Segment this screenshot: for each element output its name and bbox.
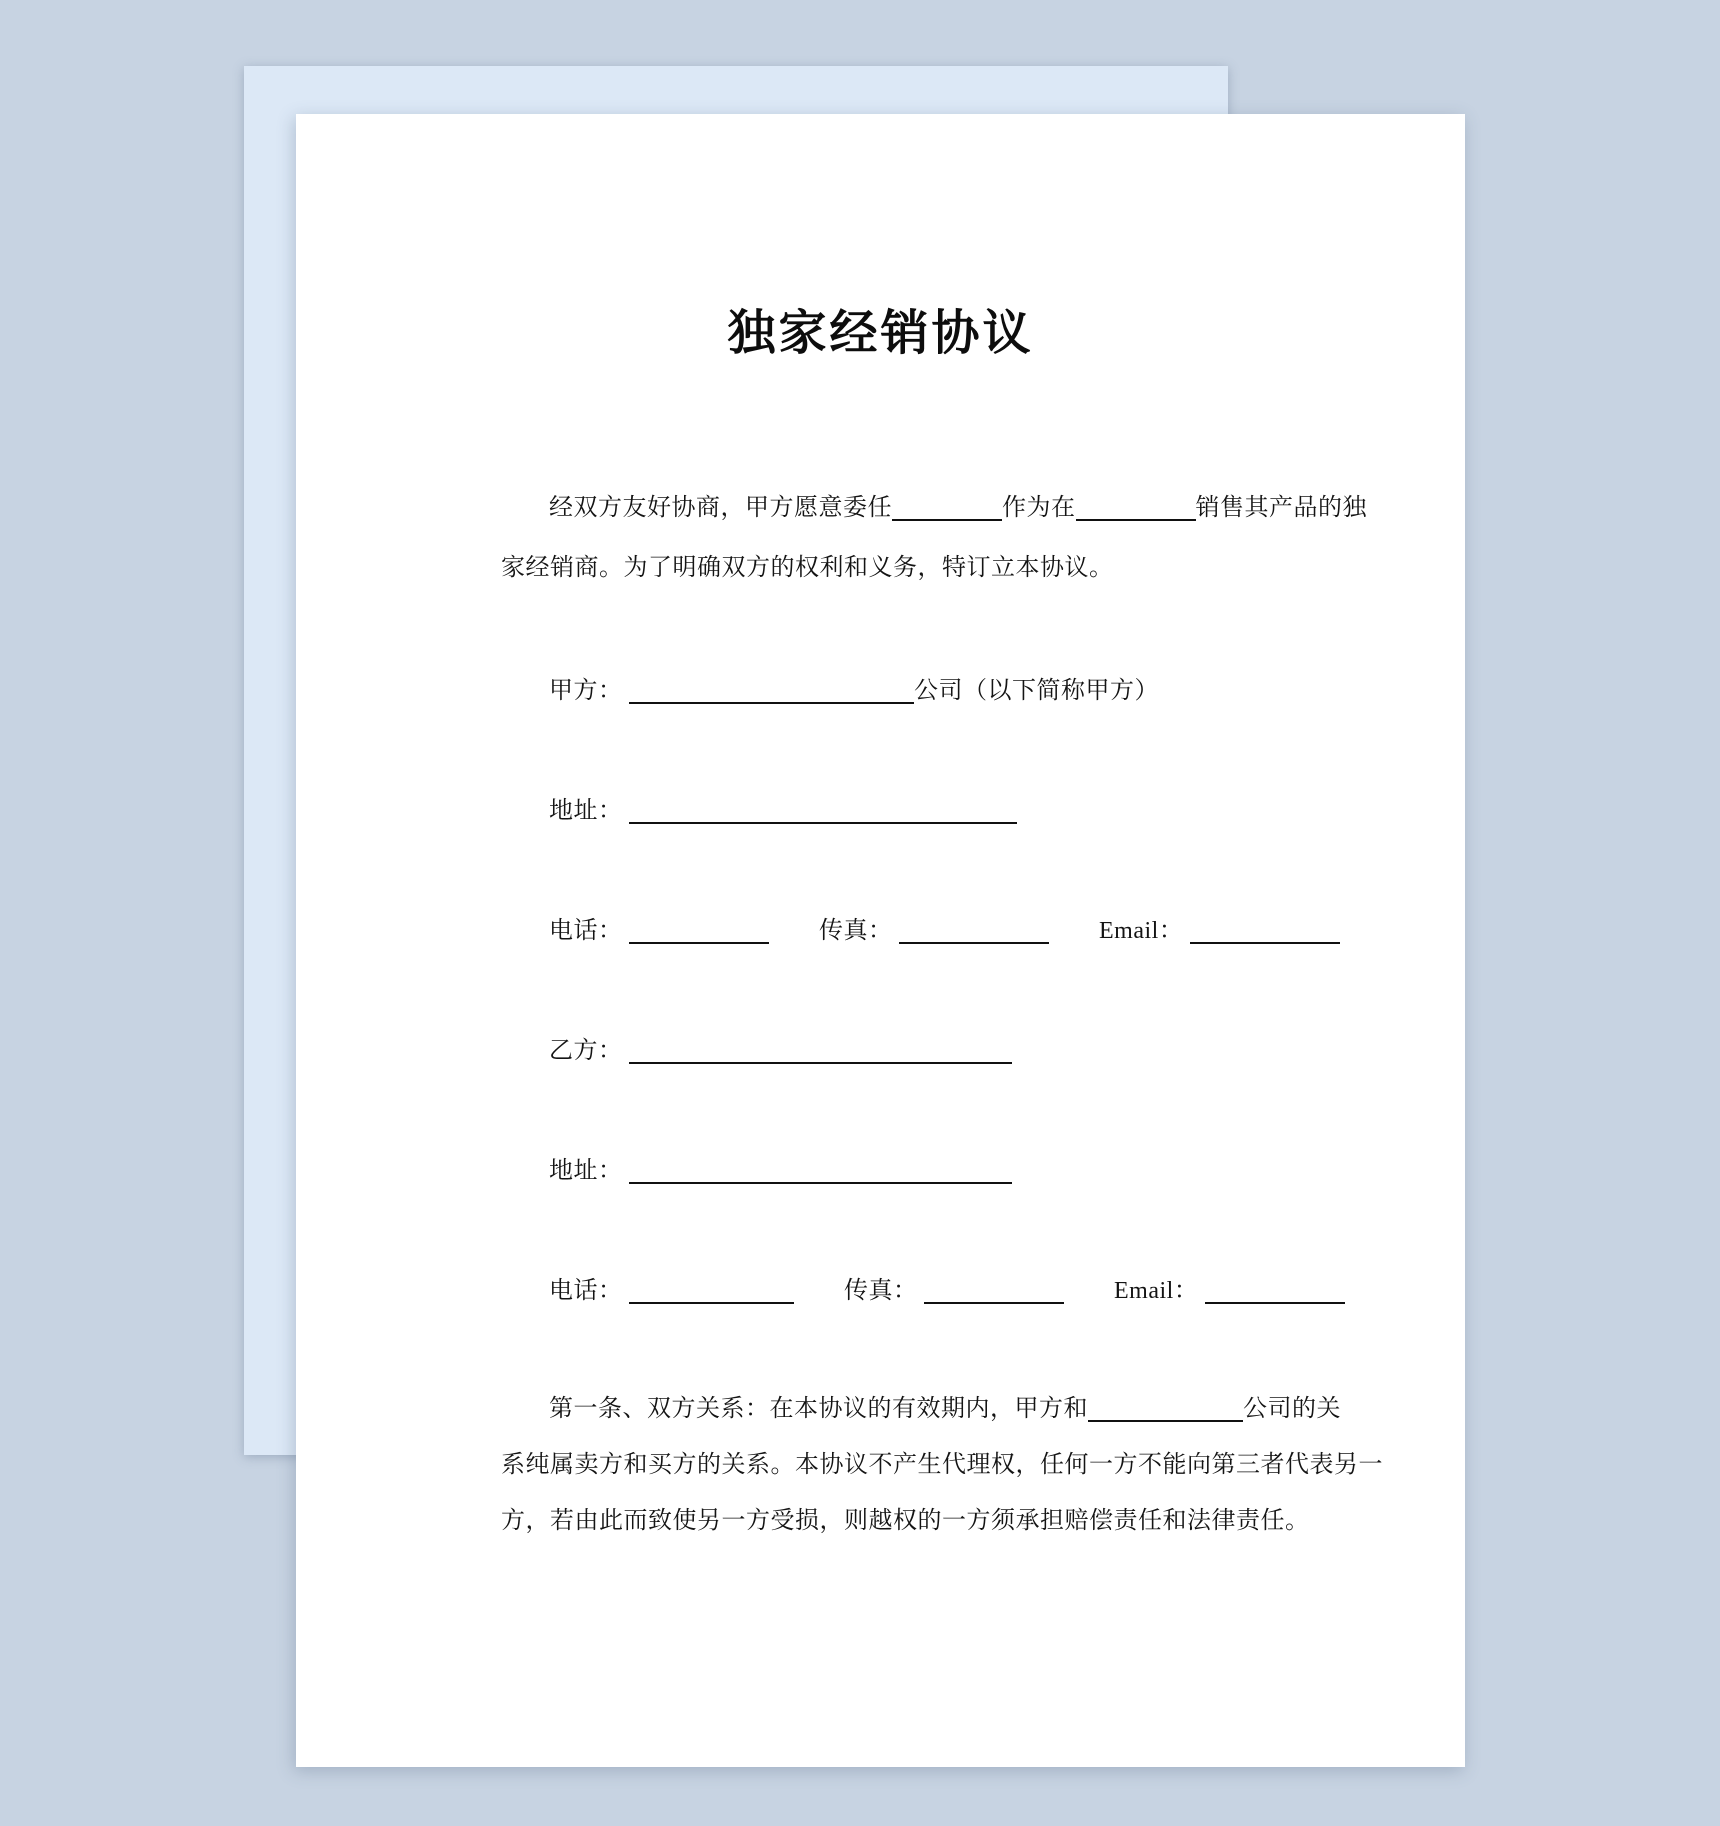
fill-in-blank-line	[899, 912, 1049, 944]
clause-1-paragraph: 第一条、双方关系：在本协议的有效期内，甲方和 公司的关 系纯属卖方和买方的关系。本协议不产生代理权，任何一方不能向第三者代表另一 方，若由此而致使另一方受损，则越权的一方须承担赔偿责任和法律责任。	[501, 1381, 1365, 1549]
party-b-address-row: 地址：	[501, 1141, 1365, 1201]
party-b-contacts-row: 电话： 传真： Email：	[501, 1261, 1365, 1321]
spacer	[769, 937, 819, 938]
spacer	[1064, 1297, 1114, 1298]
document-page	[296, 114, 1465, 1767]
fill-in-blank-line	[1205, 1272, 1345, 1304]
fill-in-blank-line	[629, 1152, 1012, 1184]
spacer	[1049, 937, 1099, 938]
fill-in-blank-line	[924, 1272, 1064, 1304]
fill-in-blank-line	[629, 792, 1017, 824]
party-a-name-row: 甲方： 公司（以下简称甲方）	[501, 661, 1365, 721]
document-title: 独家经销协议	[727, 307, 1034, 360]
fill-in-blank-line	[1190, 912, 1340, 944]
spacer	[794, 1297, 844, 1298]
fill-in-blank-line	[629, 1272, 794, 1304]
intro-paragraph: 经双方友好协商，甲方愿意委任 作为在 销售其产品的独 家经销商。为了明确双方的权利和义务，特订立本协议。	[501, 478, 1365, 598]
fill-in-blank-line	[629, 912, 769, 944]
fill-in-blank-line	[892, 489, 1002, 521]
party-a-address-row: 地址：	[501, 781, 1365, 841]
fill-in-blank-line	[629, 672, 914, 704]
party-a-contacts-row: 电话： 传真： Email：	[501, 901, 1365, 961]
fill-in-blank-line	[629, 1032, 1012, 1064]
fill-in-blank-line	[1088, 1390, 1243, 1422]
fill-in-blank-line	[1076, 489, 1196, 521]
party-b-name-row: 乙方：	[501, 1021, 1365, 1081]
